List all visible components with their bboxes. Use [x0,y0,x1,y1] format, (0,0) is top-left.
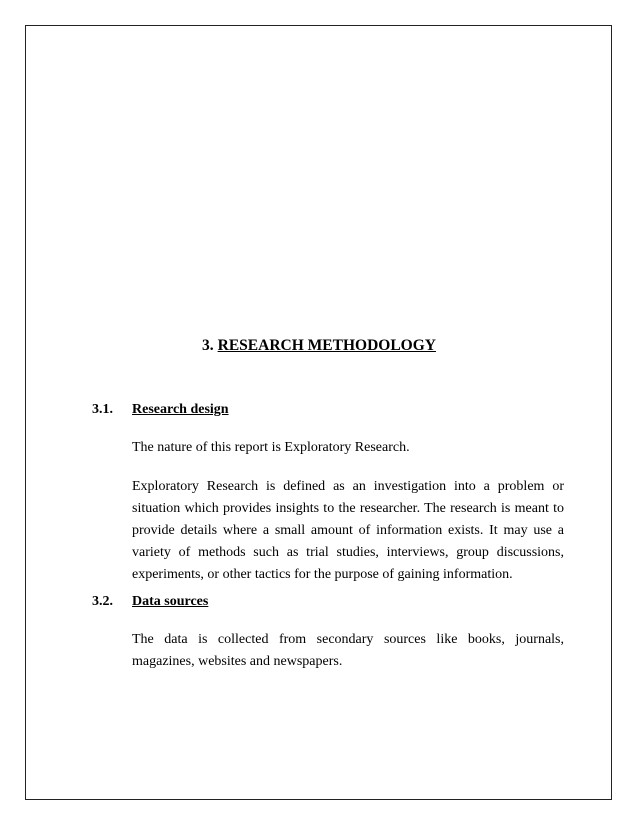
section-title: Data sources [132,594,209,609]
section-heading-data-sources [92,593,208,611]
chapter-number: 3. [202,337,214,354]
paragraph-data-collection: The data is collected from secondary sources like books, journals, magazines, websites and newspapers. [132,632,564,669]
paragraph-exploratory-definition: Exploratory Research is defined as an investigation into a problem or situation which provides insights to the researcher. The research is meant to provide details where a small amount of information exists. It may use a variety of methods such as trial studies, interviews, group discussions, experiments, or other tactics for the purpose of gaining information. [132,479,564,582]
section-heading-research-design [92,401,229,419]
section-title: Research design [132,402,229,417]
section-number: 3.2. [92,594,113,609]
chapter-heading: RESEARCH METHODOLOGY [217,337,436,354]
section-number: 3.1. [92,402,113,417]
paragraph-nature-of-report: The nature of this report is Exploratory Research. [132,440,410,455]
chapter-title [0,336,638,356]
